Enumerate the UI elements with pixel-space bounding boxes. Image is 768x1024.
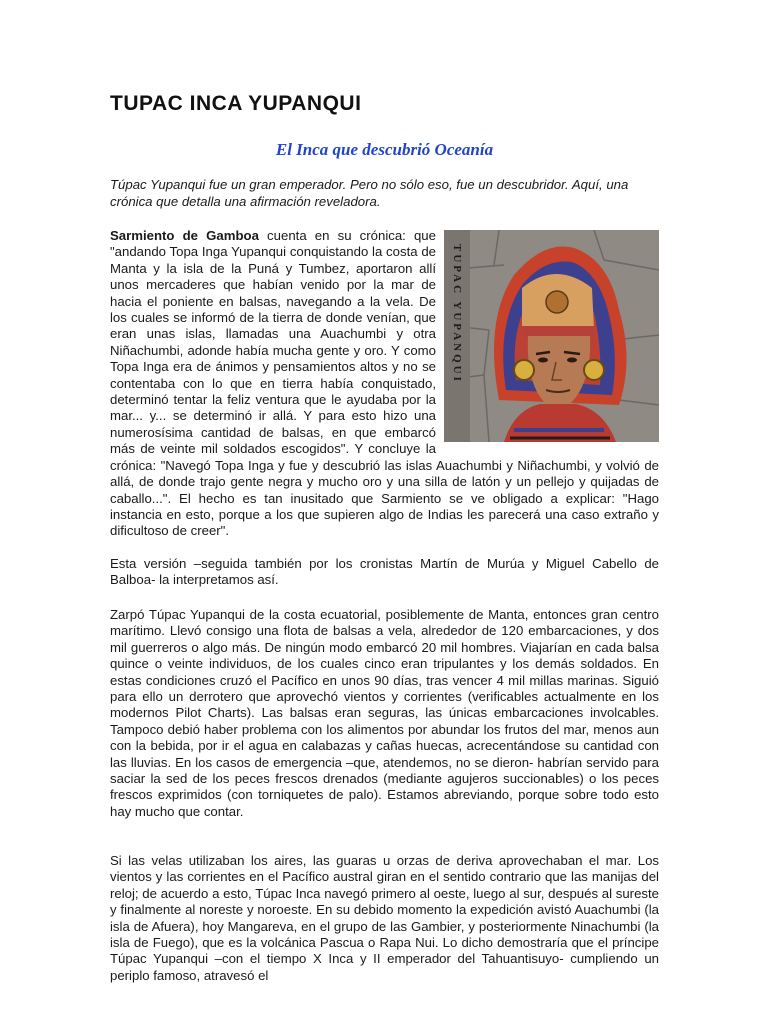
portrait-caption: TUPAC YUPANQUI — [451, 244, 463, 384]
article-title: TUPAC INCA YUPANQUI — [110, 92, 362, 115]
paragraph-2: Esta versión –seguida también por los cronistas Martín de Murúa y Miguel Cabello de Balboa- la interpretamos así. — [110, 556, 659, 588]
paragraph-1 — [110, 228, 659, 540]
paragraph-4: Si las velas utilizaban los aires, las guaras u orzas de deriva aprovechaban el mar. Los vientos y las corrientes en el Pacífico austral giran en el sentido contrario que las manijas del reloj; de acuerdo a esto, Túpac Inca navegó primero al oeste, luego al sur, después al sureste y finalmente al noreste y noroeste. En su debido momento la expedición avistó Auachumbi (la isla de Afuera), hoy Mangareva, en el grupo de las Gambier, y posteriormente Ninachumbi (la isla de Fuego), que es la volcánica Pascua o Rapa Nui. Lo dicho demostraría que el príncipe Túpac Yupanqui –con el tiempo X Inca y II emperador del Tahuantisuyo- cumpliendo un periplo famoso, atravesó el — [110, 853, 659, 983]
author-name-bold: Sarmiento de Gamboa — [110, 228, 259, 243]
tupac-yupanqui-portrait — [444, 230, 659, 442]
paragraph-1-text: cuenta en su crónica: que "andando Topa Inga Yupanqui conquistando la costa de Manta y la isla de la Puná y Tumbez, aportaron allí unos mercaderes que habían venido por la mar de hacia el poniente en balsas, navegando a la vela. De los cuales se informó de la tierra de donde venían, que eran unas islas, llamadas una Auachumbi y otra Niñachumbi, adonde había mucha gente y oro. Y como Topa Inga era de ánimos y pensamientos altos y no se contentaba con lo que en tierra había conquistado, determinó tentar la feliz ventura que le ayudaba por la mar... y... se determinó ir allá. Y para esto hizo una numerosísima cantidad de balsas, en que embarcó más de veinte mil soldados escogidos". Y concluye la crónica: "Navegó Topa Inga y fue y descubrió las islas Auachumbi y Niñachumbi, y volvió de allá, de donde trajo gente negra y mucho oro y una silla de latón y un pellejo y quijadas de caballo...". El hecho es tan inusitado que Sarmiento se ve obligado a explicar: "Hago instancia en esto, porque a los que supieren algo de Indias les parecerá una caso extraño y dificultoso de creer". — [110, 228, 659, 539]
article-subtitle: El Inca que descubrió Oceanía — [275, 140, 494, 159]
lead-paragraph: Túpac Yupanqui fue un gran emperador. Pero no sólo eso, fue un descubridor. Aquí, una crónica que detalla una afirmación reveladora. — [110, 177, 629, 209]
paragraph-3: Zarpó Túpac Yupanqui de la costa ecuatorial, posiblemente de Manta, entonces gran centro marítimo. Llevó consigo una flota de balsas a vela, alrededor de 120 embarcaciones, y dos mil guerreros o algo más. De ningún modo embarcó 20 mil hombres. Viajarían en cada balsa quince o veinte individuos, de los cuales cinco eran tripulantes y los demás soldados. En estas condiciones cruzó el Pacífico en unos 90 días, tras vencer 4 mil millas marinas. Siguió para ello un derrotero que aprovechó vientos y corrientes (verificables actualmente en los modernos Pilot Charts). Las balsas eran seguras, las únicas embarcaciones involcables. Tampoco debió haber problema con los alimentos por abundar los frutos del mar, menos aun con la bebida, por ir el agua en calabazas y cañas huecas, acrecentándose su cantidad con las lluvias. En los casos de emergencia –que, atendemos, no se dieron- habrían servido para saciar la sed de los peces frescos drenados (mediante agujeros succionables) o los peces frescos exprimidos (con torniquetes de palo). Estamos abreviando, porque sobre todo esto hay mucho que contar. — [110, 607, 659, 819]
